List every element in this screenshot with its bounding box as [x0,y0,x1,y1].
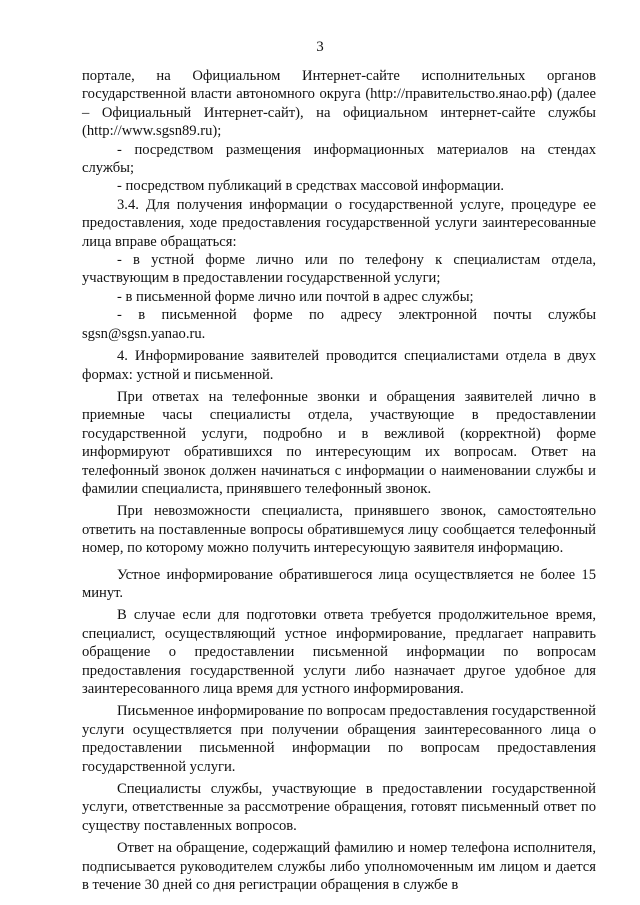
paragraph-phone-calls: При ответах на телефонные звонки и обращения заявителей лично в приемные часы специалисты отдела, участвующие в предоставлении государственной услуги, подробно и в вежливой (корректной) форме информируют обратившихся по интересующим их вопросам. Ответ на телефонный звонок должен начинаться с информации о наименовании службы и фамилии специалиста, принявшего телефонный звонок. [82,388,596,497]
paragraph-3-4: 3.4. Для получения информации о государственной услуге, процедуре ее предоставления, ходе предоставления государственной услуги заинтересованные лица вправе обращаться: [82,196,596,250]
paragraph-written-informing: Письменное информирование по вопросам предоставления государственной услуги осуществляется при получении обращения заинтересованного лица о предоставлении письменной информации по вопросам предоставления государственной услуги. [82,703,596,775]
paragraph-specialists-answer: Специалисты службы, участвующие в предоставлении государственной услуги, ответственные за рассмотрение обращения, готовят письменный ответ по существу поставленных вопросов. [82,781,596,834]
paragraph-portal-continuation: портале, на Официальном Интернет-сайте исполнительных органов государственной власти автономного округа (http://правительство.янао.рф) (далее – Официальный Интернет-сайт), на официальном интернет-сайте службы (http://www.sgsn89.ru); [82,68,596,140]
paragraph-answer-signing: Ответ на обращение, содержащий фамилию и номер телефона исполнителя, подписывается руководителем службы либо уполномоченным им лицом и дается в течение 30 дней со дня регистрации обращения в службе в [82,840,596,894]
paragraph-mass-media: - посредством публикаций в средствах массовой информации. [117,178,505,195]
paragraph-impossibility: При невозможности специалиста, принявшего звонок, самостоятельно ответить на поставленные вопросы обратившемуся лицу сообщается телефонный номер, по которому можно получить интересующую заявителя информацию. [82,503,596,557]
paragraph-oral-form: - в устной форме лично или по телефону к специалистам отдела, участвующим в предоставлении государственной услуги; [82,252,596,287]
paragraph-long-preparation: В случае если для подготовки ответа требуется продолжительное время, специалист, осуществляющий устное информирование, предлагает направить обращение о предоставлении письменной информации по вопросам предоставления государственной услуги либо назначает другое удобное для заинтересованного лица время для устного информирования. [82,607,596,697]
paragraph-written-form: - в письменной форме лично или почтой в адрес службы; [117,288,474,305]
page-number: 3 [316,39,324,55]
paragraph-4: 4. Информирование заявителей проводится специалистами отдела в двух формах: устной и письменной. [82,348,596,383]
paragraph-email-form: - в письменной форме по адресу электронной почты службы sgsn@sgsn.yanao.ru. [82,307,596,342]
paragraph-stands: - посредством размещения информационных материалов на стендах службы; [82,141,596,177]
document-body [82,67,596,894]
paragraph-oral-duration: Устное информирование обратившегося лица осуществляется не более 15 минут. [82,566,596,601]
